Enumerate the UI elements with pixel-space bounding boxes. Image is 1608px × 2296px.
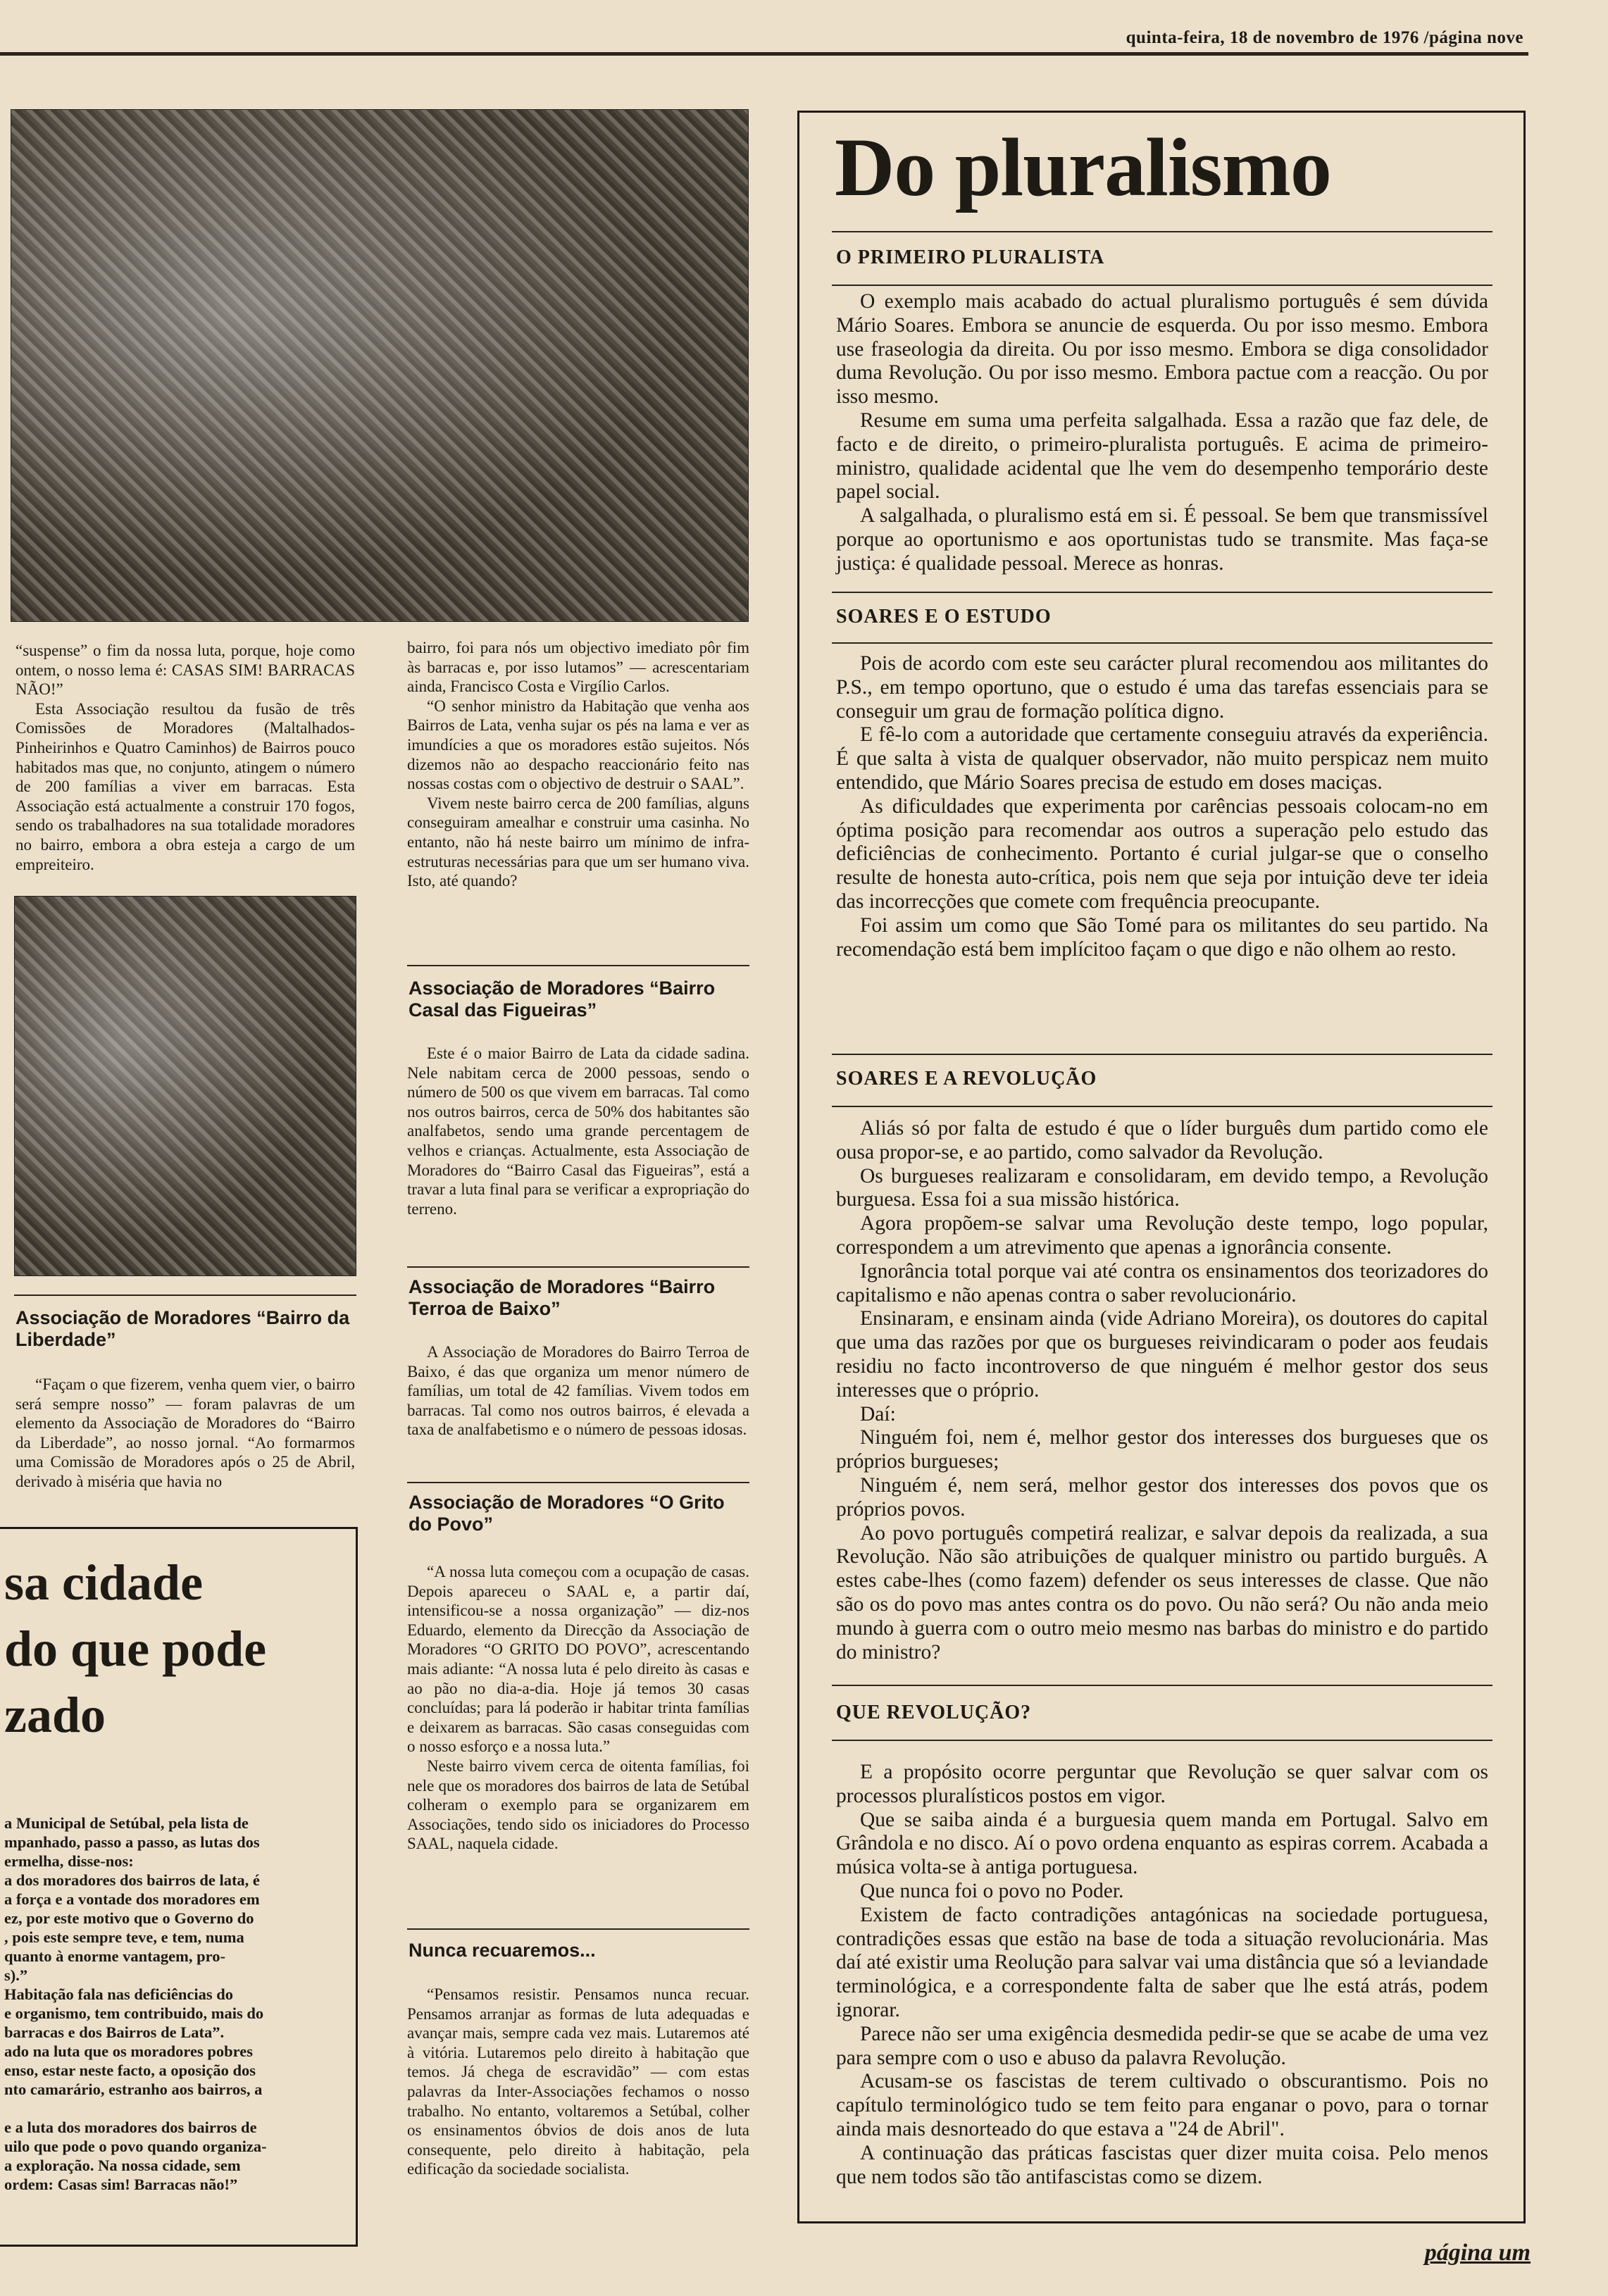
nunca-heading: Nunca recuaremos... [409, 1940, 596, 1961]
left-box-line: ado na luta que os moradores pobres [4, 2042, 253, 2060]
section-heading-2: SOARES E O ESTUDO [836, 606, 1052, 628]
section-3-para: Agora propõem-se salvar uma Revolução deste tempo, logo popular, correspondem a um atrevimento que apenas a ignorância consente. [836, 1212, 1488, 1259]
section-rule-top-1 [832, 231, 1492, 232]
figueiras-text [407, 1044, 749, 1218]
section-3-para: Ensinaram, e ensinam ainda (vide Adriano Moreira), os doutores do capital que uma das razões por que os burgueses reivindicaram o poder aos feudais residiu no facto incontroverso de que ninguém é melhor gestor dos seus interesses que o próprio. [836, 1307, 1488, 1402]
col1-para-1: “suspense” o fim da nossa luta, porque, hoje como ontem, o nosso lema é: CASAS SIM! BARRACAS NÃO!” [15, 642, 355, 699]
grito-text [407, 1562, 749, 1854]
section-4-para: A continuação das práticas fascistas quer dizer muita coisa. Pelo menos que nem todos são tão antifascistas como se dizem. [836, 2141, 1488, 2188]
col2-rule-1 [407, 965, 749, 966]
grito-para-1: “A nossa luta começou com a ocupação de casas. Depois apareceu o SAAL e, a partir daí, intensificou-se a nossa organização” — diz-nos Eduardo, elemento da Direcção da Associação de Moradores “O GRITO DO POVO”, acrescentando mais adiante: “A nossa luta é pelo direito às casas e ao pão no dia-a-dia. Hoje já temos 30 casas concluídas; para lá poderão ir habitar trinta famílias e deixarem as barracas. São casas conseguidas com o nosso esforço e a nossa luta.” [407, 1563, 749, 1756]
section-2-para: Foi assim um como que São Tomé para os militantes do seu partido. Na recomendação está bem implícitoo façam o que digo e não olhem ao resto. [836, 913, 1488, 961]
left-box-line: e a luta dos moradores dos bairros de [4, 2119, 257, 2136]
grito-heading: Associação de Moradores “O Grito do Povo” [409, 1492, 725, 1535]
left-box-line: a força e a vontade dos moradores em [4, 1890, 260, 1908]
section-2-para: Pois de acordo com este seu carácter plural recomendou aos militantes do P.S., em tempo oportuno, que o estudo é uma das tarefas essenciais para se conseguir um grau de formação política digno. [836, 652, 1488, 723]
article-box [797, 111, 1526, 2223]
terroa-para: A Associação de Moradores do Bairro Terroa de Baixo, é das que organiza um menor número de famílias, um total de 42 famílias. Vivem todos em barracas. Tal como nos outros bairros, é elevada a taxa de analfabetismo e o número de pessoas idosas. [407, 1343, 749, 1439]
section-1-para: Resume em suma uma perfeita salgalhada. Essa a razão que faz dele, de facto e de direito, o primeiro-pluralista português. E acima de primeiro-ministro, qualidade acidental que lhe vem do desempenho temporário deste papel social. [836, 408, 1488, 504]
left-box-text [4, 1814, 349, 2194]
section-3-para: Ignorância total porque vai até contra os ensinamentos dos teorizadores do capitalismo e não apenas contra o saber revolucionário. [836, 1259, 1488, 1306]
col2-para-3: Vivem neste bairro cerca de 200 famílias, alguns conseguiram amealhar e construir uma casinha. No entanto, não há neste bairro um mínimo de infra-estruturas necessárias para que um ser humano viva. Isto, até quando? [407, 794, 749, 890]
section-rule-top-2 [832, 592, 1492, 593]
photo-construction-site [11, 109, 749, 622]
left-box-line: a dos moradores dos bairros de lata, é [4, 1871, 260, 1889]
grito-para-2: Neste bairro vivem cerca de oitenta famílias, foi nele que os moradores dos bairros de lata de Setúbal colheram o exemplo para se organizarem em Associações, tendo sido os iniciadores do Processo SAAL, naquela cidade. [407, 1757, 749, 1853]
figueiras-heading: Associação de Moradores “Bairro Casal das Figueiras” [409, 978, 716, 1021]
section-3-para: Ninguém foi, nem é, melhor gestor dos interesses dos burgueses que os próprios burgueses; [836, 1426, 1488, 1473]
section-2-para: As dificuldades que experimenta por carências pessoais colocam-no em óptima posição para recomendar aos outros a superação pelo estudo das deficiências de conhecimento. Portanto é curial julgar-se que o conselho resulte de honesta auto-crítica, pois nem que seja por intuição deve ter ideia das incorrecções que comete com frequência preocupante. [836, 794, 1488, 913]
article-title: Do pluralismo [835, 121, 1331, 213]
left-box-line: uilo que pode o povo quando organiza- [4, 2138, 267, 2155]
section-heading-3: SOARES E A REVOLUÇÃO [836, 1068, 1097, 1090]
section-4-para: Parece não ser uma exigência desmedida pedir-se que se acabe de uma vez para sempre com o uso e abuso da palavra Revolução. [836, 2022, 1488, 2069]
section-3-para: Ao povo português competirá realizar, e salvar depois da realizada, a sua Revolução. Não são atribuições de qualquer ministro ou partido burguês. A estes cabe-lhes (como fazem) defender os seus interesses de classe. Que não são os do povo mas antes contra os do povo. Ou não será? Ou não anda meio mundo à guerra com o outro meio mesmo nas barbas do ministro e do partido do ministro? [836, 1521, 1488, 1664]
section-body-4 [836, 1761, 1488, 2189]
left-box-line: nto camarário, estranho aos bairros, a [4, 2080, 263, 2098]
left-box-heading-2: do que pode [4, 1621, 267, 1677]
col2-rule-3 [407, 1482, 749, 1483]
col2-para-2: “O senhor ministro da Habitação que venha aos Bairros de Lata, venha sujar os pés na lama e ver as imundícies a que os moradores estão sujeitos. Nós dizemos não ao despacho reaccionário feito nas nossas costas com o objectivo de destruir o SAAL”. [407, 697, 749, 793]
section-rule-top-3 [832, 1054, 1492, 1055]
terroa-text [407, 1342, 749, 1440]
col1-top-text [15, 641, 355, 874]
left-box-line: ez, por este motivo que o Governo do [4, 1909, 254, 1927]
col2-intro [407, 638, 749, 891]
terroa-heading: Associação de Moradores “Bairro Terroa de Baixo” [409, 1276, 716, 1319]
section-3-para: Os burgueses realizaram e consolidaram, em devido tempo, a Revolução burguesa. Essa foi a sua missão histórica. [836, 1164, 1488, 1211]
liberdade-text [15, 1375, 355, 1492]
left-box-line: a exploração. Na nossa cidade, sem [4, 2157, 241, 2174]
col2-para-1: bairro, foi para nós um objectivo imediato pôr fim às barracas e, por isso lutamos” — acrescentariam ainda, Francisco Costa e Virgílio Carlos. [407, 639, 749, 696]
left-box-line: mpanhado, passo a passo, as lutas dos [4, 1833, 260, 1851]
section-1-para: A salgalhada, o pluralismo está em si. É pessoal. Se bem que transmissível porque ao oportunismo e aos oportunistas tudo se transmite. Mas faça-se justiça: é qualidade pessoal. Merece as honras. [836, 504, 1488, 575]
photo-shack [14, 896, 356, 1276]
section-rule-bottom-2 [832, 642, 1492, 644]
section-4-para: E a propósito ocorre perguntar que Revolução se quer salvar com os processos pluralísticos postos em vigor. [836, 1761, 1488, 1807]
section-1-para: O exemplo mais acabado do actual pluralismo português é sem dúvida Mário Soares. Embora se anuncie de esquerda. Ou por isso mesmo. Embora use fraseologia da direita. Ou por isso mesmo. Embora se diga consolidador duma Revolução. Ou por isso mesmo. Embora pactue com a reacção. Ou por isso mesmo. [836, 290, 1488, 408]
section-body-3 [836, 1117, 1488, 1664]
nunca-text [407, 1985, 749, 2179]
liberdade-para: “Façam o que fizerem, venha quem vier, o bairro será sempre nosso” — foram palavras de um elemento da Associação de Moradores do “Bairro da Liberdade”, ao nosso jornal. “Ao formarmos uma Comissão de Moradores após o 25 de Abril, derivado à miséria que havia no [15, 1375, 355, 1490]
left-box-line: a Municipal de Setúbal, pela lista de [4, 1814, 249, 1832]
section-4-para: Que nunca foi o povo no Poder. [860, 1879, 1124, 1902]
top-rule [0, 52, 1528, 56]
left-box-line [4, 2099, 349, 2118]
figueiras-para: Este é o maior Bairro de Lata da cidade sadina. Nele nabitam cerca de 2000 pessoas, sendo o número de 500 os que vivem em barracas. Tal como nos outros bairros, cerca de 50% dos habitantes são analfabetos, sendo uma grande percentagem de velhos e crianças. Actualmente, esta Associação de Moradores do “Bairro Casal das Figueiras”, está a travar a luta final para se verificar a expropriação do terreno. [407, 1044, 749, 1218]
section-heading-1: O PRIMEIRO PLURALISTA [836, 247, 1105, 268]
left-box-line: , pois este sempre teve, e tem, numa [4, 1928, 244, 1946]
col2-rule-2 [407, 1266, 749, 1268]
left-box-heading-1: sa cidade [4, 1554, 204, 1611]
left-box-line: barracas e dos Bairros de Lata”. [4, 2023, 225, 2041]
section-3-para: Aliás só por falta de estudo é que o líder burguês dum partido como ele ousa propor-se, e ao partido, como salvador da Revolução. [836, 1117, 1488, 1163]
left-box-line: s).” [4, 1966, 28, 1984]
section-3-para: Daí: [860, 1402, 896, 1425]
section-heading-4: QUE REVOLUÇÃO? [836, 1702, 1032, 1723]
col1-para-2: Esta Associação resultou da fusão de três Comissões de Moradores (Maltalhados-Pinheirinhos e Quatro Caminhos) de Bairros pouco habitados mas que, no conjunto, atingem o número de 200 famílias a viver em barracas. Esta Associação está actualmente a construir 170 fogos, sendo os trabalhadores na sua totalidade moradores no bairro, embora a obra esteja a cargo de um empreiteiro. [15, 699, 355, 873]
left-box-heading-3: zado [4, 1687, 106, 1743]
section-4-para: Existem de facto contradições antagónicas na sociedade portuguesa, contradições essas que estão na base de toda a situação revolucionária. Mas daí até existir uma Reolução para salvar vai uma distância que só a leviandade terminológica, e a correspondente falta de saber que lhe está atrás, podem ignorar. [836, 1903, 1488, 2021]
left-box-line: e organismo, tem contribuido, mais do [4, 2004, 264, 2022]
col2-rule-4 [407, 1928, 749, 1930]
section-rule-bottom-3 [832, 1106, 1492, 1107]
left-box [0, 1527, 358, 2247]
left-box-line: ermelha, disse-nos: [4, 1852, 134, 1870]
page-label: página um [1424, 2240, 1531, 2266]
section-rule-top-4 [832, 1685, 1492, 1686]
section-body-2 [836, 652, 1488, 961]
col1-rule [14, 1294, 356, 1296]
left-box-line: Habitação fala nas deficiências do [4, 1985, 233, 2003]
left-box-line: enso, estar neste facto, a oposição dos [4, 2061, 256, 2079]
left-box-line: quanto à enorme vantagem, pro- [4, 1947, 225, 1965]
section-rule-bottom-4 [832, 1740, 1492, 1741]
section-body-1 [836, 290, 1488, 576]
section-2-para: E fê-lo com a autoridade que certamente conseguiu através da experiência. É que salta à vista de qualquer observador, não muito perspicaz nem muito entendido, que Mário Soares precisa de estudo em doses maciças. [836, 723, 1488, 794]
section-3-para: Ninguém é, nem será, melhor gestor dos interesses dos povos que os próprios povos. [836, 1473, 1488, 1521]
left-box-line: ordem: Casas sim! Barracas não!” [4, 2176, 238, 2193]
section-rule-bottom-1 [832, 285, 1492, 286]
liberdade-heading: Associação de Moradores “Bairro da Liberdade” [15, 1307, 350, 1350]
nunca-para: “Pensamos resistir. Pensamos nunca recuar. Pensamos arranjar as formas de luta adequadas e avançar mais, sempre cada vez mais. Lutaremos até à vitória. Lutaremos pelo direito à habitação que temos. Já chega de escravidão” — com estas palavras da Inter-Associações fechamos o nosso trabalho. No entanto, voltaremos a Setúbal, colher os ensinamentos óbvios de dois anos de luta consequente, pelo direito à habitação, pela edificação da sociedade socialista. [407, 1985, 749, 2178]
section-4-para: Acusam-se os fascistas de terem cultivado o obscurantismo. Pois no capítulo terminológico tudo se tem feito para enganar o povo, para o tornar ainda mais desnorteado do que estava a "24 de Abril". [836, 2070, 1488, 2140]
running-head: quinta-feira, 18 de novembro de 1976 /página nove [1126, 28, 1523, 47]
section-4-para: Que se saiba ainda é a burguesia quem manda em Portugal. Salvo em Grândola e no disco. Aí o povo ordena enquanto as espiras correm. Acabada a música volta-se à antiga portuguesa. [836, 1808, 1488, 1879]
